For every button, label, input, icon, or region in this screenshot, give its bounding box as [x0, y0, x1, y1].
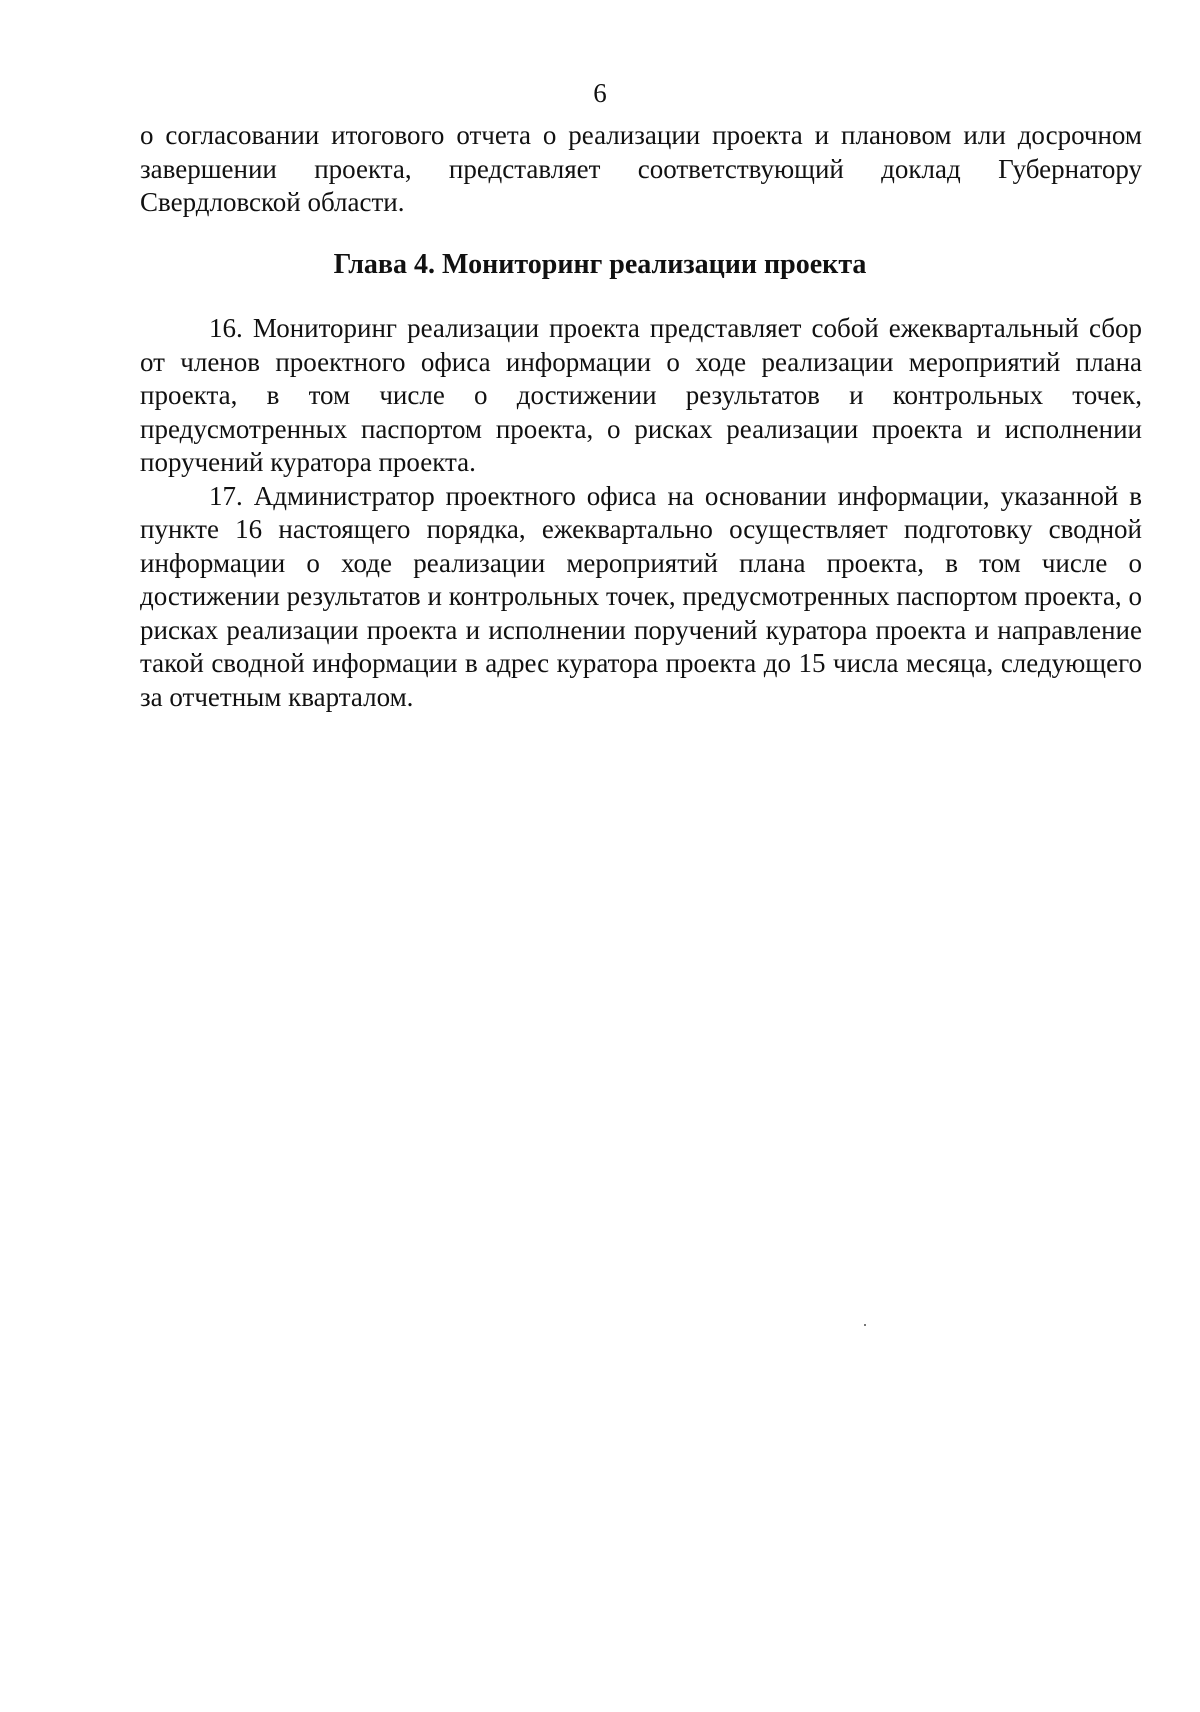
scan-speck	[864, 1324, 866, 1326]
chapter-heading: Глава 4. Мониторинг реализации проекта	[333, 249, 867, 280]
continuation-paragraph: о согласовании итогового отчета о реализации проекта и плановом или досрочном завершении проекта, представляет соответствующий доклад Губернатору Свердловской области.	[140, 120, 1142, 217]
page-number: 6	[593, 78, 607, 108]
chapter-body	[140, 312, 1142, 714]
paragraph-16: 16. Мониторинг реализации проекта представляет собой ежеквартальный сбор от членов проектного офиса информации о ходе реализации мероприятий плана проекта, в том числе о достижении результатов и контрольных точек, предусмотренных паспортом проекта, о рисках реализации проекта и исполнении поручений куратора проекта.	[140, 313, 1142, 477]
paragraph-17: 17. Администратор проектного офиса на основании информации, указанной в пункте 16 настоящего порядка, ежеквартально осуществляет подготовку сводной информации о ходе реализации мероприятий плана проекта, в том числе о достижении результатов и контрольных точек, предусмотренных паспортом проекта, о рисках реализации проекта и исполнении поручений куратора проекта и направление такой сводной информации в адрес куратора проекта до 15 числа месяца, следующего за отчетным кварталом.	[140, 480, 1142, 712]
